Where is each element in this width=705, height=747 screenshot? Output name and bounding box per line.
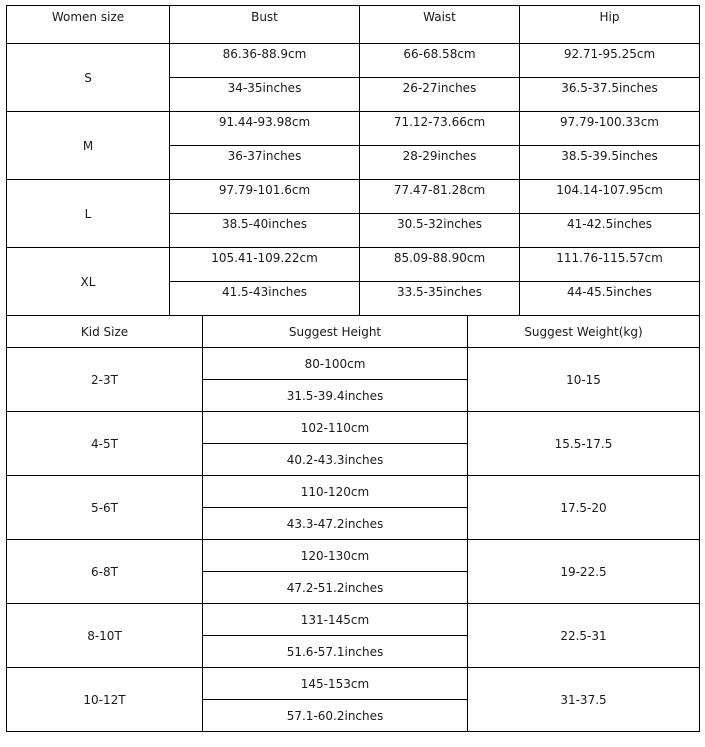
waist-in-cell: 30.5-32inches bbox=[360, 214, 520, 248]
header-kid-size: Kid Size bbox=[7, 316, 203, 348]
size-cell: 2-3T bbox=[7, 348, 203, 412]
hip-in-cell: 36.5-37.5inches bbox=[520, 78, 700, 112]
hip-in-cell: 38.5-39.5inches bbox=[520, 146, 700, 180]
weight-cell: 31-37.5 bbox=[468, 668, 700, 732]
hip-cm-cell: 104.14-107.95cm bbox=[520, 180, 700, 214]
size-cell: XL bbox=[7, 248, 170, 316]
header-women-size: Women size bbox=[7, 6, 170, 44]
table-row bbox=[7, 248, 700, 282]
bust-in-cell: 34-35inches bbox=[170, 78, 360, 112]
table-header-row bbox=[7, 316, 700, 348]
weight-cell: 15.5-17.5 bbox=[468, 412, 700, 476]
height-cm-cell: 131-145cm bbox=[203, 604, 468, 636]
table-header-row bbox=[7, 6, 700, 44]
weight-cell: 17.5-20 bbox=[468, 476, 700, 540]
header-waist: Waist bbox=[360, 6, 520, 44]
bust-cm-cell: 97.79-101.6cm bbox=[170, 180, 360, 214]
bust-cm-cell: 105.41-109.22cm bbox=[170, 248, 360, 282]
size-cell: 5-6T bbox=[7, 476, 203, 540]
kid-size-table bbox=[6, 315, 700, 732]
hip-cm-cell: 111.76-115.57cm bbox=[520, 248, 700, 282]
header-suggest-weight: Suggest Weight(kg) bbox=[468, 316, 700, 348]
weight-cell: 19-22.5 bbox=[468, 540, 700, 604]
height-cm-cell: 145-153cm bbox=[203, 668, 468, 700]
table-row bbox=[7, 476, 700, 508]
height-cm-cell: 120-130cm bbox=[203, 540, 468, 572]
bust-cm-cell: 86.36-88.9cm bbox=[170, 44, 360, 78]
table-row bbox=[7, 112, 700, 146]
weight-cell: 10-15 bbox=[468, 348, 700, 412]
bust-in-cell: 36-37inches bbox=[170, 146, 360, 180]
women-size-table bbox=[6, 5, 700, 316]
size-cell: L bbox=[7, 180, 170, 248]
waist-cm-cell: 71.12-73.66cm bbox=[360, 112, 520, 146]
waist-in-cell: 26-27inches bbox=[360, 78, 520, 112]
size-cell: S bbox=[7, 44, 170, 112]
height-in-cell: 57.1-60.2inches bbox=[203, 700, 468, 732]
size-cell: 6-8T bbox=[7, 540, 203, 604]
waist-in-cell: 33.5-35inches bbox=[360, 282, 520, 316]
bust-cm-cell: 91.44-93.98cm bbox=[170, 112, 360, 146]
height-in-cell: 51.6-57.1inches bbox=[203, 636, 468, 668]
header-suggest-height: Suggest Height bbox=[203, 316, 468, 348]
waist-cm-cell: 85.09-88.90cm bbox=[360, 248, 520, 282]
hip-in-cell: 44-45.5inches bbox=[520, 282, 700, 316]
size-cell: 10-12T bbox=[7, 668, 203, 732]
table-row bbox=[7, 180, 700, 214]
waist-in-cell: 28-29inches bbox=[360, 146, 520, 180]
table-row bbox=[7, 540, 700, 572]
height-in-cell: 47.2-51.2inches bbox=[203, 572, 468, 604]
height-in-cell: 43.3-47.2inches bbox=[203, 508, 468, 540]
hip-in-cell: 41-42.5inches bbox=[520, 214, 700, 248]
weight-cell: 22.5-31 bbox=[468, 604, 700, 668]
size-cell: 8-10T bbox=[7, 604, 203, 668]
hip-cm-cell: 92.71-95.25cm bbox=[520, 44, 700, 78]
bust-in-cell: 38.5-40inches bbox=[170, 214, 360, 248]
header-bust: Bust bbox=[170, 6, 360, 44]
table-row bbox=[7, 604, 700, 636]
header-hip: Hip bbox=[520, 6, 700, 44]
hip-cm-cell: 97.79-100.33cm bbox=[520, 112, 700, 146]
height-cm-cell: 102-110cm bbox=[203, 412, 468, 444]
waist-cm-cell: 77.47-81.28cm bbox=[360, 180, 520, 214]
table-row bbox=[7, 348, 700, 380]
height-cm-cell: 110-120cm bbox=[203, 476, 468, 508]
table-row bbox=[7, 412, 700, 444]
size-cell: 4-5T bbox=[7, 412, 203, 476]
size-cell: M bbox=[7, 112, 170, 180]
table-row bbox=[7, 668, 700, 700]
table-row bbox=[7, 44, 700, 78]
height-in-cell: 31.5-39.4inches bbox=[203, 380, 468, 412]
height-cm-cell: 80-100cm bbox=[203, 348, 468, 380]
bust-in-cell: 41.5-43inches bbox=[170, 282, 360, 316]
waist-cm-cell: 66-68.58cm bbox=[360, 44, 520, 78]
height-in-cell: 40.2-43.3inches bbox=[203, 444, 468, 476]
